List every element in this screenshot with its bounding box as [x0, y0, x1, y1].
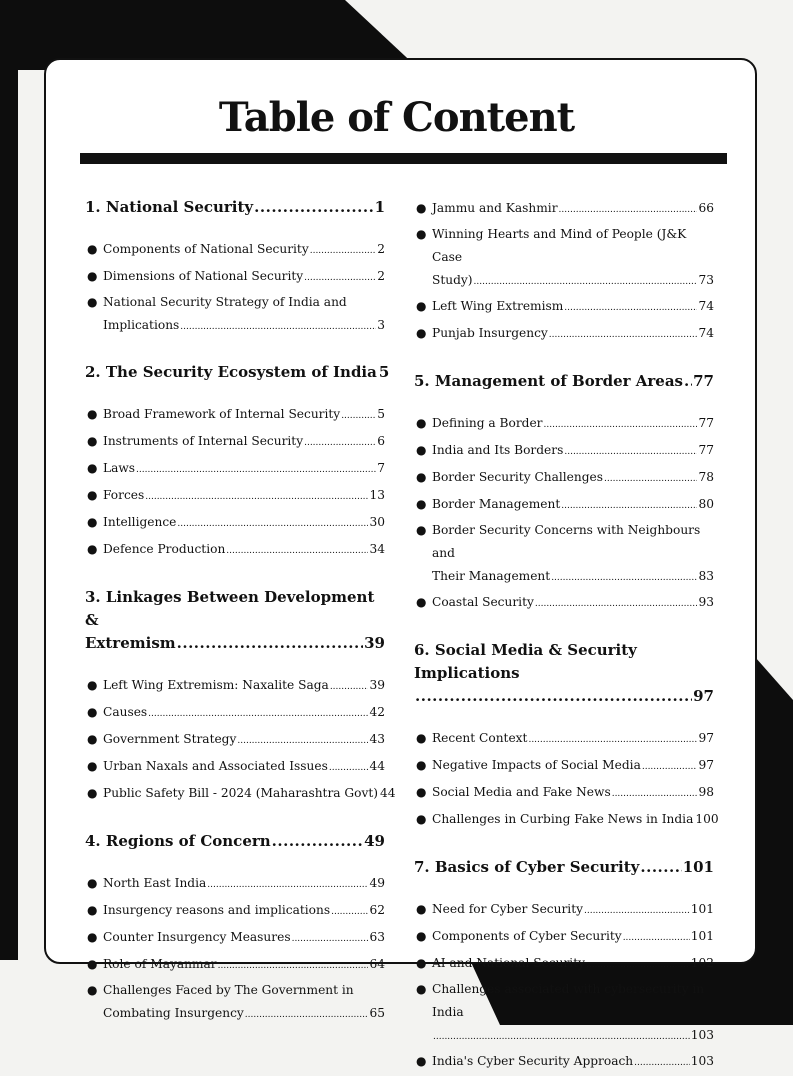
- bullet-icon: ●: [416, 812, 427, 826]
- section-page: 49: [364, 832, 385, 850]
- heading-gap: [85, 384, 385, 402]
- bullet-icon: ●: [87, 732, 98, 746]
- toc-item-row: [103, 871, 385, 898]
- bullet-icon: ●: [416, 758, 427, 772]
- toc-item-page: 5: [377, 407, 385, 421]
- toc-item-row: [432, 269, 714, 294]
- dot-leader: [245, 1004, 369, 1027]
- toc-item-row: [432, 726, 714, 753]
- bullet-icon: ●: [416, 731, 427, 745]
- toc-item-row: [432, 951, 714, 978]
- bullet-icon: ●: [416, 1054, 427, 1068]
- bullet-icon: ●: [416, 956, 427, 970]
- toc-item-row: [103, 510, 385, 537]
- bullet-icon: ●: [87, 488, 98, 502]
- toc-item-page: 100: [695, 812, 719, 826]
- toc-item-row: [432, 897, 714, 924]
- section-gap: [414, 348, 714, 370]
- toc-item-row: [103, 314, 385, 339]
- toc-item-page: 97: [698, 731, 714, 745]
- section-gap: [414, 617, 714, 639]
- toc-item: [414, 438, 714, 465]
- toc-item-text: Causes: [103, 705, 148, 719]
- toc-item-page: 66: [698, 201, 714, 215]
- toc-right-column: [414, 196, 719, 1076]
- dot-leader: [331, 900, 368, 925]
- toc-item-text: Forces: [103, 488, 145, 502]
- toc-item-page: 43: [369, 732, 385, 746]
- toc-item-row: [103, 429, 385, 456]
- toc-item-page: 78: [698, 470, 714, 484]
- toc-item-page: 103: [690, 1028, 714, 1042]
- dot-leader: [207, 873, 368, 898]
- toc-item-text: Defining a Border: [432, 416, 543, 430]
- toc-item-text: Border Security Challenges: [432, 470, 604, 484]
- toc-item: [85, 727, 385, 754]
- dot-leader: [237, 729, 368, 754]
- page-title: Table of Content: [218, 94, 575, 141]
- toc-item-row: [432, 753, 714, 780]
- toc-item-text: Challenges in Curbing Fake News in India: [432, 812, 694, 826]
- bullet-icon: ●: [416, 929, 427, 943]
- toc-item: [85, 871, 385, 898]
- bullet-icon: ●: [416, 299, 427, 313]
- heading-gap: [85, 853, 385, 871]
- toc-item-page: 77: [698, 416, 714, 430]
- toc-item-page: 101: [690, 902, 714, 916]
- toc-item-page: 6: [377, 434, 385, 448]
- toc-item: [414, 897, 714, 924]
- toc-item-row: [432, 807, 719, 834]
- bullet-icon: ●: [87, 705, 98, 719]
- toc-item: [85, 291, 385, 339]
- toc-item-page: 74: [698, 326, 714, 340]
- toc-item: [85, 483, 385, 510]
- bullet-icon: ●: [87, 434, 98, 448]
- toc-item-page: 77: [698, 443, 714, 457]
- toc-item-page: 62: [369, 903, 385, 917]
- toc-item-line1: Challenges associated with cybersecurity in India: [432, 982, 705, 1019]
- bullet-icon: ●: [416, 227, 427, 241]
- toc-item-row: [432, 590, 714, 617]
- dot-leader: [304, 266, 376, 291]
- section-heading-line1: 3. Linkages Between Development &: [85, 588, 375, 629]
- toc-item: [414, 807, 719, 834]
- bullet-icon: ●: [87, 957, 98, 971]
- bullet-icon: ●: [416, 497, 427, 511]
- toc-item-row: [103, 456, 385, 483]
- toc-item: [414, 951, 714, 978]
- toc-item-text: Social Media and Fake News: [432, 785, 611, 799]
- toc-item-row: [103, 1002, 385, 1027]
- toc-item-page: 44: [380, 786, 396, 800]
- toc-item-row: [103, 402, 385, 429]
- toc-item: [85, 898, 385, 925]
- bullet-icon: ●: [416, 982, 427, 996]
- dot-leader: [474, 271, 698, 294]
- dot-leader: [226, 539, 368, 564]
- toc-item-page: 103: [690, 1054, 714, 1068]
- toc-item-page: 97: [698, 758, 714, 772]
- toc-item-line1: Border Security Concerns with Neighbours and: [432, 523, 701, 560]
- toc-item-text: Counter Insurgency Measures: [103, 930, 291, 944]
- dot-leader: [549, 323, 698, 348]
- toc-item-page: 13: [369, 488, 385, 502]
- bullet-icon: ●: [416, 326, 427, 340]
- toc-item-text: Border Management: [432, 497, 561, 511]
- section-page: 101: [682, 858, 714, 876]
- toc-item-page: 93: [698, 595, 714, 609]
- toc-item-page: 64: [369, 957, 385, 971]
- dot-leader: [254, 196, 373, 219]
- toc-item-row: [432, 1049, 714, 1076]
- toc-item-row: [103, 673, 385, 700]
- toc-item-page: 3: [377, 318, 385, 332]
- section-title: 2. The Security Ecosystem of India: [85, 363, 377, 381]
- toc-item-line2: Combating Insurgency: [103, 1006, 244, 1020]
- toc-item: [414, 411, 714, 438]
- toc-item-text: Jammu and Kashmir: [432, 201, 558, 215]
- bullet-icon: ●: [87, 269, 98, 283]
- toc-item-page: 74: [698, 299, 714, 313]
- heading-gap: [414, 879, 714, 897]
- toc-item-text: Left Wing Extremism: [432, 299, 564, 313]
- toc-item-page: 2: [377, 269, 385, 283]
- dot-leader: [612, 782, 698, 807]
- section-heading: [85, 361, 390, 384]
- toc-item: [85, 673, 385, 700]
- heading-gap: [414, 393, 714, 411]
- toc-item-text: Intelligence: [103, 515, 177, 529]
- section-gap: [85, 339, 385, 361]
- dot-leader: [136, 458, 376, 483]
- dot-leader: [584, 899, 690, 924]
- toc-item-row: [103, 727, 385, 754]
- toc-item-row: [432, 492, 714, 519]
- dot-leader: [310, 239, 377, 264]
- section-heading: [85, 830, 385, 853]
- bullet-icon: ●: [87, 461, 98, 475]
- bullet-icon: ●: [87, 786, 98, 800]
- toc-item-page: 98: [698, 785, 714, 799]
- toc-item: [414, 492, 714, 519]
- toc-item-page: 39: [369, 678, 385, 692]
- section-page: 77: [693, 372, 714, 390]
- toc-item: [414, 196, 714, 223]
- section-gap: [414, 834, 714, 856]
- toc-item-row: [432, 321, 714, 348]
- toc-item-page: 65: [369, 1006, 385, 1020]
- bullet-icon: ●: [416, 443, 427, 457]
- toc-item: [85, 264, 385, 291]
- toc-item: [85, 510, 385, 537]
- section-title: 5. Management of Border Areas: [414, 372, 684, 390]
- heading-gap: [85, 219, 385, 237]
- dot-leader: [304, 431, 376, 456]
- heading-gap: [85, 655, 385, 673]
- toc-item: [414, 294, 714, 321]
- toc-item-row: [103, 700, 385, 727]
- toc-item-text: Role of Mayanmar: [103, 957, 217, 971]
- toc-item-line2: Their Management: [432, 569, 551, 583]
- toc-item-line2: Study): [432, 273, 473, 287]
- dot-leader: [640, 856, 681, 879]
- dot-leader: [564, 296, 697, 321]
- bullet-icon: ●: [87, 295, 98, 309]
- dot-leader: [604, 467, 697, 492]
- toc-item: [414, 726, 714, 753]
- toc-item-row: [432, 780, 714, 807]
- toc-item-text: Negative Impacts of Social Media: [432, 758, 641, 772]
- dot-leader: [544, 413, 698, 438]
- toc-item: [414, 978, 714, 1049]
- toc-item-text: Public Safety Bill - 2024 (Maharashtra Govt): [103, 786, 379, 800]
- bullet-icon: ●: [87, 407, 98, 421]
- toc-item-row: [432, 294, 714, 321]
- bullet-icon: ●: [87, 930, 98, 944]
- toc-item-row: [432, 924, 714, 951]
- bullet-icon: ●: [87, 759, 98, 773]
- toc-item-text: North East India: [103, 876, 207, 890]
- toc-item-row: [432, 196, 714, 223]
- toc-item-row: [432, 411, 714, 438]
- dot-leader: [634, 1051, 690, 1076]
- toc-item-row: [103, 483, 385, 510]
- dot-leader: [218, 954, 369, 979]
- section-page: 1: [374, 198, 385, 216]
- toc-item: [85, 754, 385, 781]
- bullet-icon: ●: [416, 416, 427, 430]
- toc-item-line1: Winning Hearts and Mind of People (J&K Case: [432, 227, 687, 264]
- dot-leader: [292, 927, 369, 952]
- dot-leader: [684, 370, 692, 393]
- dot-leader: [564, 440, 697, 465]
- section-heading: [85, 632, 385, 655]
- toc-item: [85, 925, 385, 952]
- bullet-icon: ●: [416, 201, 427, 215]
- toc-item-text: Coastal Security: [432, 595, 534, 609]
- toc-item-page: 49: [369, 876, 385, 890]
- toc-item-text: Components of National Security: [103, 242, 309, 256]
- bullet-icon: ●: [416, 523, 427, 537]
- dot-leader: [177, 632, 363, 655]
- toc-item-line1: Challenges Faced by The Government in: [103, 983, 354, 997]
- dot-leader: [272, 830, 363, 853]
- section-page: 5: [378, 363, 390, 381]
- section-title: Extremism: [85, 634, 176, 652]
- toc-item: [85, 952, 385, 979]
- section-heading: [414, 856, 714, 879]
- toc-item-page: 44: [369, 759, 385, 773]
- bullet-icon: ●: [416, 470, 427, 484]
- dot-leader: [145, 485, 368, 510]
- toc-item-text: Punjab Insurgency: [432, 326, 548, 340]
- toc-item-text: Components of Cyber Security: [432, 929, 622, 943]
- toc-item-page: 2: [377, 242, 385, 256]
- toc-item-row: [103, 264, 385, 291]
- toc-item: [414, 753, 714, 780]
- dot-leader: [551, 567, 697, 590]
- dot-leader: [330, 675, 369, 700]
- dot-leader: [528, 728, 697, 753]
- toc-item-page: 83: [698, 569, 714, 583]
- section-title: 4. Regions of Concern: [85, 832, 271, 850]
- toc-item: [414, 223, 714, 294]
- toc-item-page: 34: [369, 542, 385, 556]
- toc-item-page: 7: [377, 461, 385, 475]
- dot-leader: [148, 702, 368, 727]
- toc-item-row: [103, 925, 385, 952]
- toc-item: [414, 590, 714, 617]
- toc-item: [85, 402, 385, 429]
- toc-item: [85, 700, 385, 727]
- toc-item-text: Insurgency reasons and implications: [103, 903, 331, 917]
- section-heading: [414, 685, 714, 708]
- heading-gap: [414, 708, 714, 726]
- bullet-icon: ●: [416, 595, 427, 609]
- toc-item-page: 63: [369, 930, 385, 944]
- toc-item-text: Recent Context: [432, 731, 528, 745]
- toc-item-text: Left Wing Extremism: Naxalite Saga: [103, 678, 329, 692]
- bullet-icon: ●: [87, 678, 98, 692]
- toc-item: [85, 456, 385, 483]
- bullet-icon: ●: [416, 902, 427, 916]
- toc-item-text: Dimensions of National Security: [103, 269, 304, 283]
- toc-item: [85, 237, 385, 264]
- dot-leader: [535, 592, 698, 617]
- dot-leader: [433, 1026, 690, 1049]
- dot-leader: [561, 494, 697, 519]
- toc-item-text: Broad Framework of Internal Security: [103, 407, 341, 421]
- toc-item-row: [432, 565, 714, 590]
- toc-item-text: Defence Production: [103, 542, 226, 556]
- dot-leader: [586, 953, 690, 978]
- toc-item-row: [432, 438, 714, 465]
- section-heading-line1: 6. Social Media & Security Implications: [414, 641, 637, 682]
- section-gap: [85, 564, 385, 586]
- toc-item-page: 101: [690, 929, 714, 943]
- bullet-icon: ●: [87, 515, 98, 529]
- section-heading: [85, 196, 385, 219]
- toc-item-page: 73: [698, 273, 714, 287]
- toc-item-page: 30: [369, 515, 385, 529]
- toc-item-line2: Implications: [103, 318, 180, 332]
- toc-item-row: [432, 465, 714, 492]
- toc-item: [414, 780, 714, 807]
- toc-item-text: Laws: [103, 461, 136, 475]
- section-page: 97: [693, 687, 714, 705]
- section-title: 7. Basics of Cyber Security: [414, 858, 640, 876]
- toc-item-row: [103, 537, 385, 564]
- toc-item: [85, 429, 385, 456]
- dot-leader: [180, 316, 376, 339]
- toc-item-text: India's Cyber Security Approach: [432, 1054, 634, 1068]
- dot-leader: [329, 756, 369, 781]
- bullet-icon: ●: [87, 983, 98, 997]
- toc-item-line1: National Security Strategy of India and: [103, 295, 347, 309]
- bullet-icon: ●: [87, 876, 98, 890]
- toc-item-text: Instruments of Internal Security: [103, 434, 304, 448]
- toc-item: [85, 979, 385, 1027]
- toc-left-column: [85, 196, 396, 1027]
- dot-leader: [559, 198, 698, 223]
- toc-item-row: [103, 781, 396, 808]
- bullet-icon: ●: [87, 903, 98, 917]
- dot-leader: [642, 755, 698, 780]
- toc-item: [414, 1049, 714, 1076]
- dot-leader: [177, 512, 368, 537]
- section-gap: [85, 808, 385, 830]
- toc-item-text: Urban Naxals and Associated Issues: [103, 759, 328, 773]
- title-underline: [80, 153, 727, 164]
- dot-leader: [623, 926, 690, 951]
- toc-item: [414, 924, 714, 951]
- bullet-icon: ●: [416, 785, 427, 799]
- toc-item-row: [103, 754, 385, 781]
- toc-item-text: AI and National Security: [432, 956, 585, 970]
- toc-item-text: India and Its Borders: [432, 443, 564, 457]
- toc-item: [414, 465, 714, 492]
- toc-item: [85, 537, 385, 564]
- toc-item-row: [103, 237, 385, 264]
- toc-item: [85, 781, 396, 808]
- toc-item-row: [432, 1024, 714, 1049]
- toc-item: [414, 519, 714, 590]
- toc-item: [414, 321, 714, 348]
- toc-item-page: 42: [369, 705, 385, 719]
- bullet-icon: ●: [87, 542, 98, 556]
- dot-leader: [341, 404, 376, 429]
- dot-leader: [415, 685, 692, 708]
- toc-item-page: 102: [690, 956, 714, 970]
- toc-item-page: 80: [698, 497, 714, 511]
- toc-item-text: Government Strategy: [103, 732, 237, 746]
- section-page: 39: [364, 634, 385, 652]
- toc-item-row: [103, 952, 385, 979]
- section-heading: [414, 370, 714, 393]
- toc-item-row: [103, 898, 385, 925]
- bullet-icon: ●: [87, 242, 98, 256]
- toc-item-text: Need for Cyber Security: [432, 902, 583, 916]
- section-title: 1. National Security: [85, 198, 254, 216]
